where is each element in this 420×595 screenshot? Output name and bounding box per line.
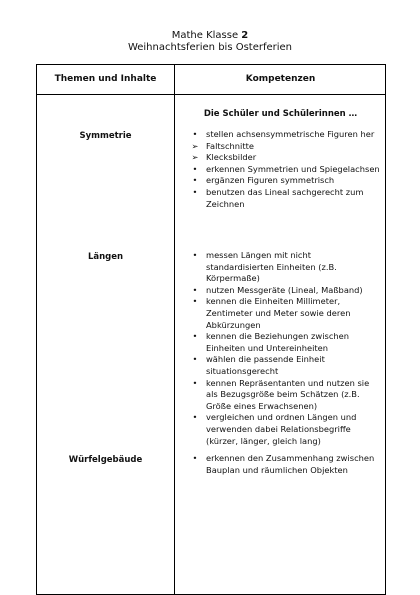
competency-text: stellen achsensymmetrische Figuren her	[206, 129, 375, 139]
competency-text: kennen Repräsentanten und nutzen sie als Bezugsgröße beim Schätzen (z.B. Größe eines Erwachsenen)	[206, 377, 370, 411]
competency-item	[189, 412, 381, 447]
bullet-icon: •	[192, 296, 198, 307]
bullet-icon: •	[192, 284, 198, 295]
bullet-icon: •	[192, 186, 198, 197]
document-subtitle: Weihnachtsferien bis Osterferien	[127, 42, 293, 53]
bullet-icon: •	[192, 129, 198, 139]
competency-text: vergleichen und ordnen Längen und verwenden dabei Relationsbegriffe (kürzer, länger, gleich lang)	[206, 412, 357, 446]
arrow-bullet-icon: ➢	[191, 152, 199, 163]
competency-list-laengen	[189, 250, 381, 447]
bullet-icon: •	[192, 250, 198, 260]
column-divider	[174, 65, 175, 594]
bullet-icon: •	[192, 331, 198, 342]
document-title	[0, 30, 420, 42]
bullet-icon: •	[192, 163, 198, 174]
competency-list-wuerfelgebaeude	[189, 453, 381, 476]
bullet-icon: •	[192, 175, 198, 186]
bullet-icon: •	[192, 412, 198, 423]
competency-text: ergänzen Figuren symmetrisch	[206, 175, 335, 186]
column-header-topics: Themen und Inhalte	[54, 74, 157, 84]
competency-item	[189, 453, 381, 476]
competency-intro: Die Schüler und Schülerinnen …	[203, 109, 358, 119]
competency-item	[189, 285, 381, 297]
competency-item	[189, 296, 381, 331]
bullet-icon: •	[192, 377, 198, 388]
competency-item	[189, 152, 381, 164]
competency-text: erkennen den Zusammenhang zwischen Bauplan und räumlichen Objekten	[206, 453, 375, 475]
competency-text: Faltschnitte	[206, 140, 254, 151]
competency-item	[189, 175, 381, 187]
competency-item	[189, 378, 381, 413]
header-divider	[37, 94, 385, 95]
competency-text: nutzen Messgeräte (Lineal, Maßband)	[206, 284, 363, 295]
competency-item	[189, 187, 381, 210]
grade-number: 2	[241, 30, 249, 41]
arrow-bullet-icon: ➢	[191, 140, 199, 151]
competency-text: erkennen Symmetrien und Spiegelachsen	[206, 163, 380, 174]
column-header-competencies: Kompetenzen	[245, 74, 316, 84]
competency-text: kennen die Einheiten Millimeter, Zentimeter und Meter sowie deren Abkürzungen	[206, 296, 351, 330]
competency-item	[189, 129, 381, 141]
competency-text: benutzen das Lineal sachgerecht zum Zeichnen	[206, 186, 364, 209]
competency-text: Klecksbilder	[206, 152, 257, 163]
competency-item	[189, 250, 381, 285]
competency-item	[189, 331, 381, 354]
document-title-text: Mathe Klasse	[171, 30, 242, 41]
competency-item	[189, 141, 381, 153]
bullet-icon: •	[192, 453, 198, 463]
topic-wuerfelgebaeude: Würfelgebäude	[68, 455, 143, 465]
competency-text: kennen die Beziehungen zwischen Einheiten und Untereinheiten	[206, 331, 349, 353]
competency-list-symmetrie	[189, 129, 381, 210]
competency-text: messen Längen mit nicht standardisierten Einheiten (z.B. Körpermaße)	[206, 250, 337, 284]
bullet-icon: •	[192, 354, 198, 365]
competency-item	[189, 354, 381, 377]
topic-laengen: Längen	[87, 252, 124, 262]
topic-symmetrie: Symmetrie	[79, 131, 132, 141]
competency-item	[189, 164, 381, 176]
competency-text: wählen die passende Einheit situationsgerecht	[206, 354, 325, 376]
curriculum-table	[36, 64, 386, 595]
